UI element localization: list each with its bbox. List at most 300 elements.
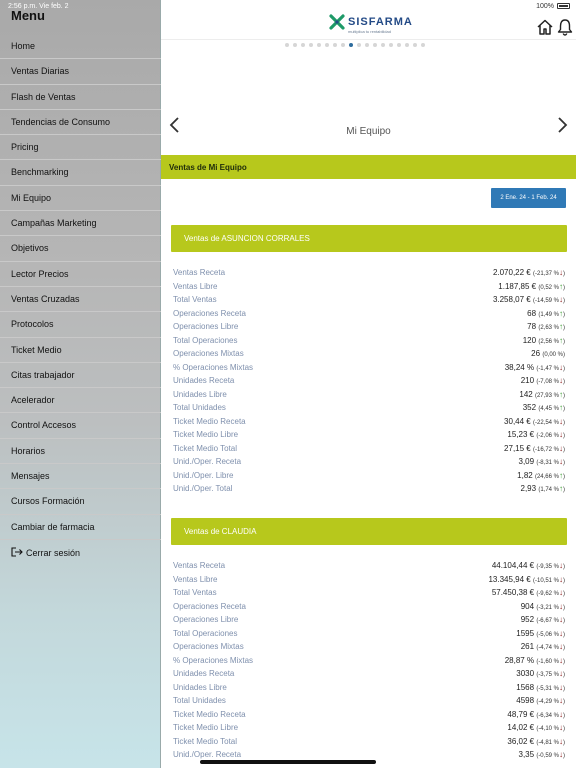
menu-item-campanas-marketing[interactable]: [0, 211, 161, 236]
metric-value-group: [521, 484, 566, 493]
trend-down-icon: ↓: [559, 709, 563, 719]
home-indicator[interactable]: [200, 760, 376, 764]
carousel-pagination: [285, 43, 455, 49]
metric-value-group: [521, 602, 565, 611]
metric-change-value: -9,35 %: [538, 564, 559, 570]
metric-row: [173, 601, 565, 615]
battery-icon: [557, 3, 570, 9]
metric-value: 4598: [516, 696, 535, 705]
metric-value-group: [517, 471, 565, 480]
metric-change: (-8,31 %: [536, 460, 559, 466]
trend-down-icon: ↓: [559, 430, 563, 439]
date-range-button[interactable]: 2 Ene. 24 - 1 Feb. 24: [491, 188, 566, 208]
metric-value-group: [523, 336, 565, 345]
logout-icon: [11, 547, 23, 557]
metric-value: 3,35: [518, 750, 535, 759]
menu-item-cambiar-de-farmacia[interactable]: [0, 515, 161, 540]
carousel-dot[interactable]: [325, 43, 329, 47]
metric-change-value: -6,34 %: [538, 712, 559, 719]
metric-change-value: -4,81 %: [538, 739, 559, 746]
trend-down-icon: ↓: [559, 457, 563, 466]
metric-value-group: [507, 430, 565, 439]
metric-row: [173, 587, 565, 601]
metric-value-group: [521, 376, 565, 385]
metric-change: (2,56 %: [538, 338, 559, 345]
metric-value-group: [505, 656, 565, 665]
metric-value-group: [519, 750, 566, 759]
metric-value-group: [504, 417, 565, 426]
metric-label: Ventas Receta: [173, 561, 226, 570]
trend-down-icon: ↓: [559, 574, 563, 584]
metric-change: (-7,08 %: [536, 379, 559, 385]
menu-item-protocolos[interactable]: [0, 312, 161, 337]
sidebar-menu: [0, 0, 161, 768]
metric-change-value: -1,47 %: [538, 365, 559, 372]
metric-change-close: ): [563, 419, 565, 426]
metric-value: 210: [520, 376, 535, 385]
metrics-list: [173, 560, 565, 763]
metric-change-close: ): [563, 577, 565, 584]
menu-item-label: Citas trabajador: [11, 369, 75, 380]
metric-change-close: ): [563, 699, 565, 705]
metric-label: % Operaciones Mixtas: [173, 655, 254, 665]
status-time: 2:56 p.m. Vie feb. 2: [8, 3, 69, 10]
metric-row: [173, 709, 565, 723]
chevron-right-icon[interactable]: [555, 116, 569, 134]
metric-value: 48,79 €: [507, 709, 535, 719]
metric-change-value: -5,06 %: [538, 631, 559, 638]
metric-row: [173, 321, 565, 335]
carousel-dot[interactable]: [389, 43, 393, 47]
menu-item-mensajes[interactable]: [0, 464, 161, 489]
menu-item-pricing[interactable]: [0, 135, 161, 160]
metric-change-close: ): [563, 487, 565, 493]
card-title: Ventas de CLAUDIA: [171, 518, 567, 545]
trend-down-icon: ↓: [559, 416, 563, 426]
metric-label: Unidades Libre: [173, 682, 227, 692]
metric-change: (0,52 %: [538, 284, 559, 291]
metric-change-close: ): [563, 433, 565, 439]
metric-change: (-9,35 %: [536, 564, 559, 570]
metric-change-value: -7,08 %: [538, 379, 559, 385]
metric-label: Unid./Oper. Total: [173, 484, 233, 493]
metric-change: (-22,54 %: [532, 419, 559, 426]
menu-item-label: Ticket Medio: [11, 344, 62, 355]
menu-item-label: Protocolos: [11, 319, 54, 330]
metric-label: Ticket Medio Libre: [173, 430, 239, 439]
metric-change-close: ): [563, 712, 565, 719]
menu-item-label: Horarios: [11, 445, 46, 456]
menu-item-label: Objetivos: [11, 243, 49, 254]
menu-item-label: Flash de Ventas: [11, 91, 76, 102]
metric-value: 14,02 €: [507, 723, 535, 732]
metric-row: [173, 267, 565, 281]
metrics-list: [173, 267, 565, 497]
metric-value: 44.104,44 €: [491, 561, 535, 570]
metric-row: [173, 614, 565, 628]
metric-label: Unidades Receta: [173, 376, 235, 385]
menu-item-horarios[interactable]: [0, 439, 161, 464]
metric-change-value: 24,66 %: [536, 473, 559, 480]
menu-item-label: Cambiar de farmacia: [11, 521, 95, 532]
metric-change: (1,74 %: [538, 487, 559, 493]
carousel-dot[interactable]: [397, 43, 401, 47]
menu-item-label: Home: [11, 41, 36, 51]
menu-item-flash-de-ventas[interactable]: [0, 85, 161, 110]
menu-item-label: Control Accesos: [11, 420, 77, 431]
metric-row: [173, 308, 565, 322]
trend-down-icon: ↓: [559, 696, 563, 705]
menu-item-ventas-diarias[interactable]: [0, 59, 161, 84]
metric-label: Operaciones Libre: [173, 322, 239, 331]
metric-change-value: -0,59 %: [538, 753, 559, 759]
metric-label: Unidades Libre: [173, 389, 227, 399]
metric-change: (-10,51 %: [532, 577, 559, 584]
metric-label: Ticket Medio Libre: [173, 723, 239, 732]
metric-label: Unid./Oper. Libre: [173, 470, 234, 480]
metric-value: 57.450,38 €: [491, 588, 535, 597]
metric-value-group: [521, 642, 565, 651]
carousel-dot[interactable]: [365, 43, 369, 47]
menu-item-control-accesos[interactable]: [0, 413, 161, 438]
metric-label: Ticket Medio Total: [173, 443, 238, 453]
metric-label: Ventas Receta: [173, 268, 226, 277]
bell-icon[interactable]: [556, 18, 574, 36]
metric-value: 120: [522, 335, 537, 345]
menu-item-ticket-medio[interactable]: [0, 338, 161, 363]
trend-down-icon: ↓: [559, 561, 563, 570]
menu-item-cursos-formacion[interactable]: [0, 489, 161, 514]
menu-item-label: Cursos Formación: [11, 496, 85, 507]
metric-row: [173, 736, 565, 750]
metric-change-close: ): [563, 325, 565, 331]
metric-label: Total Ventas: [173, 588, 217, 597]
metric-change-value: -6,67 %: [538, 618, 559, 624]
metric-change-value: -4,10 %: [538, 726, 559, 732]
trend-down-icon: ↓: [559, 628, 563, 638]
metric-change-value: -5,31 %: [538, 685, 559, 692]
metric-change-value: -8,31 %: [538, 460, 559, 466]
menu-item-tendencias-de-consumo[interactable]: [0, 110, 161, 135]
metric-change: (-5,06 %: [536, 631, 559, 638]
menu-item-label: Tendencias de Consumo: [11, 116, 111, 127]
metric-change-value: -4,29 %: [538, 699, 559, 705]
menu-item-lector-precios[interactable]: [0, 262, 161, 287]
carousel-dot[interactable]: [413, 43, 417, 47]
trend-down-icon: ↓: [559, 736, 563, 746]
metric-change: (1,49 %: [538, 311, 559, 318]
metric-value: 3.258,07 €: [492, 295, 531, 304]
metric-change-close: ): [563, 726, 565, 732]
metric-change-value: -22,54 %: [534, 419, 559, 426]
metric-change-value: -2,06 %: [538, 433, 559, 439]
metric-change: (27,93 %: [534, 392, 559, 399]
menu-item-label: Mensajes: [11, 471, 50, 482]
metric-label: Ventas Libre: [173, 281, 218, 291]
metric-value: 261: [520, 642, 535, 651]
metric-value-group: [527, 322, 565, 331]
carousel-dot[interactable]: [309, 43, 313, 47]
carousel-dot[interactable]: [293, 43, 297, 47]
menu-item-ventas-cruzadas[interactable]: [0, 287, 161, 312]
metric-change-close: ): [563, 604, 565, 611]
carousel-dot[interactable]: [285, 43, 289, 47]
metric-change-value: -16,72 %: [534, 446, 559, 453]
metric-value: 78: [527, 322, 537, 331]
metric-label: Total Operaciones: [173, 628, 238, 638]
metric-change-value: -9,62 %: [538, 591, 559, 597]
metric-change-close: ): [563, 645, 565, 651]
metric-value: 3030: [516, 669, 535, 678]
metric-value: 36,02 €: [507, 736, 535, 746]
metric-value: 1595: [516, 628, 535, 638]
metric-value: 30,44 €: [504, 416, 531, 426]
metric-row: [173, 281, 565, 295]
metric-label: Total Operaciones: [173, 335, 238, 345]
menu-item-mi-equipo[interactable]: [0, 186, 161, 211]
menu-item-acelerador[interactable]: [0, 388, 161, 413]
metric-change-close: ): [563, 338, 565, 345]
metric-value-group: [516, 629, 565, 638]
metric-change-value: -21,37 %: [534, 271, 559, 277]
metric-change-close: ): [563, 392, 565, 399]
metric-change-close: ): [563, 284, 565, 291]
metric-value: 13.345,94 €: [488, 574, 531, 584]
metric-row: [173, 641, 565, 655]
menu-item-label: Lector Precios: [11, 268, 69, 279]
metric-row: [173, 375, 565, 389]
carousel-dot[interactable]: [421, 43, 425, 47]
metric-change-close: ): [563, 591, 565, 597]
trend-up-icon: ↑: [559, 389, 563, 399]
metric-row: [173, 443, 565, 457]
trend-down-icon: ↓: [559, 601, 563, 611]
metric-change: (-14,59 %: [532, 298, 559, 304]
metric-row: [173, 429, 565, 443]
metric-row: [173, 695, 565, 709]
metric-row: [173, 668, 565, 682]
metric-value: 1,82: [517, 470, 533, 480]
metric-change-close: ): [563, 658, 565, 665]
menu-item-home[interactable]: [0, 34, 161, 59]
metric-value-group: [519, 390, 565, 399]
metric-change: (-9,62 %: [536, 591, 559, 597]
metric-change: (-6,34 %: [536, 712, 559, 719]
metric-label: Unid./Oper. Receta: [173, 750, 242, 759]
metric-change-value: 4,45 %: [540, 406, 559, 412]
logout-button[interactable]: [0, 540, 161, 565]
metric-value-group: [507, 710, 565, 719]
metric-value-group: [504, 444, 565, 453]
carousel-dot[interactable]: [349, 43, 353, 47]
carousel-dot[interactable]: [405, 43, 409, 47]
metric-change: (-4,29 %: [536, 699, 559, 705]
trend-down-icon: ↓: [559, 655, 563, 665]
metric-change-value: 1,49 %: [540, 311, 559, 318]
metric-label: Operaciones Receta: [173, 308, 246, 318]
logout-label: Cerrar sesión: [26, 547, 81, 558]
metric-value: 904: [520, 601, 535, 611]
metric-row: [173, 416, 565, 430]
metric-change: (-4,74 %: [536, 645, 559, 651]
metric-change: (2,63 %: [538, 325, 559, 331]
battery-level: 100%: [536, 3, 554, 10]
metric-change-close: ): [563, 618, 565, 624]
metric-change-close: ): [563, 271, 565, 277]
metric-value-group: [493, 268, 565, 277]
status-bar: [0, 0, 576, 12]
metric-row: [173, 335, 565, 349]
metric-value-group: [488, 575, 565, 584]
carousel-dot[interactable]: [333, 43, 337, 47]
metric-value-group: [492, 588, 565, 597]
metric-change: (-4,10 %: [536, 726, 559, 732]
metric-change: (-2,06 %: [536, 433, 559, 439]
metric-change: (24,66 %: [534, 473, 559, 480]
trend-down-icon: ↓: [559, 376, 563, 385]
trend-down-icon: ↓: [559, 362, 563, 372]
metric-row: [173, 483, 565, 497]
brand-name: SISFARMA: [348, 16, 413, 28]
menu-item-objetivos[interactable]: [0, 236, 161, 261]
trend-up-icon: ↑: [559, 484, 563, 493]
metric-label: Unid./Oper. Receta: [173, 457, 242, 466]
menu-item-label: Pricing: [11, 142, 39, 153]
trend-down-icon: ↓: [559, 443, 563, 453]
metric-change-value: 0,00 %: [544, 352, 563, 358]
metric-row: [173, 682, 565, 696]
metric-label: Total Unidades: [173, 403, 226, 412]
metric-value: 15,23 €: [507, 430, 535, 439]
metric-change-close: ): [563, 406, 565, 412]
trend-down-icon: ↓: [559, 669, 563, 678]
metric-row: [173, 389, 565, 403]
menu-item-citas-trabajador[interactable]: [0, 363, 161, 388]
metric-change-close: ): [563, 311, 565, 318]
metric-change-value: -14,59 %: [534, 298, 559, 304]
metric-value-group: [505, 363, 565, 372]
trend-up-icon: ↑: [559, 322, 563, 331]
metric-value: 142: [519, 389, 533, 399]
metric-change-value: -3,75 %: [538, 672, 559, 678]
carousel-dot[interactable]: [373, 43, 377, 47]
metric-change: (-1,60 %: [536, 658, 559, 665]
metric-change-close: ): [563, 365, 565, 372]
metric-value: 27,15 €: [504, 443, 531, 453]
metric-row: [173, 362, 565, 376]
section-title: Ventas de Mi Equipo: [161, 155, 576, 179]
metric-value-group: [492, 561, 565, 570]
metric-value-group: [519, 457, 566, 466]
trend-up-icon: ↑: [559, 335, 563, 345]
metric-change-close: ): [563, 631, 565, 638]
metric-label: Ticket Medio Receta: [173, 709, 246, 719]
metric-change: (4,45 %: [538, 406, 559, 412]
trend-down-icon: ↓: [559, 268, 563, 277]
metric-value-group: [493, 295, 565, 304]
trend-down-icon: ↓: [559, 642, 563, 651]
metric-label: Total Unidades: [173, 696, 226, 705]
metric-change-close: ): [563, 473, 565, 480]
metric-change-close: ): [563, 446, 565, 453]
metric-value-group: [523, 403, 565, 412]
metric-change-value: -1,60 %: [538, 658, 559, 665]
metric-value-group: [531, 349, 565, 358]
metric-value: 2,93: [520, 484, 537, 493]
metric-label: Operaciones Mixtas: [173, 642, 244, 651]
carousel-dot[interactable]: [381, 43, 385, 47]
menu-item-benchmarking[interactable]: [0, 160, 161, 185]
metric-label: Unidades Receta: [173, 669, 235, 678]
carousel-dot[interactable]: [301, 43, 305, 47]
trend-up-icon: ↑: [559, 403, 563, 412]
metric-change: (-1,47 %: [536, 365, 559, 372]
metric-change-value: -3,21 %: [538, 604, 559, 611]
main-content: [161, 0, 576, 768]
metric-change-close: ): [563, 379, 565, 385]
carousel-dot[interactable]: [341, 43, 345, 47]
trend-up-icon: ↑: [559, 281, 563, 291]
metric-label: Operaciones Receta: [173, 601, 246, 611]
home-icon[interactable]: [536, 18, 554, 36]
metric-row: [173, 722, 565, 736]
metric-row: [173, 574, 565, 588]
card-title: Ventas de ASUNCION CORRALES: [171, 225, 567, 252]
metric-change-close: ): [563, 460, 565, 466]
metric-change-close: ): [563, 739, 565, 746]
metric-change-close: ): [563, 672, 565, 678]
menu-item-label: Ventas Cruzadas: [11, 293, 80, 304]
metric-value-group: [516, 696, 565, 705]
metric-value: 352: [522, 403, 537, 412]
metric-value-group: [521, 615, 565, 624]
metric-row: [173, 294, 565, 308]
trend-down-icon: ↓: [559, 588, 563, 597]
metric-row: [173, 402, 565, 416]
carousel-dot[interactable]: [357, 43, 361, 47]
metric-label: Operaciones Libre: [173, 615, 239, 624]
metric-row: [173, 560, 565, 574]
metric-label: Ventas Libre: [173, 574, 218, 584]
brand-tagline: multiplica tu rentabilidad: [348, 29, 391, 34]
metric-change-value: 0,52 %: [540, 284, 559, 291]
carousel-dot[interactable]: [317, 43, 321, 47]
metric-change-close: ): [563, 685, 565, 692]
metric-change: (0,00 %: [542, 352, 563, 358]
menu-item-label: Acelerador: [11, 395, 55, 406]
menu-title: Menu: [11, 8, 45, 23]
metric-change-value: 2,56 %: [540, 338, 559, 345]
metric-label: Ticket Medio Total: [173, 736, 238, 746]
metric-change-value: 2,63 %: [540, 325, 559, 331]
metric-value-group: [507, 737, 565, 746]
metric-change: (-5,31 %: [536, 685, 559, 692]
metric-value: 2.070,22 €: [492, 268, 531, 277]
metric-label: Ticket Medio Receta: [173, 416, 246, 426]
brand-cross-icon: [329, 14, 345, 30]
metric-label: Operaciones Mixtas: [173, 349, 244, 358]
metric-change: (-6,67 %: [536, 618, 559, 624]
metric-change-close: ): [563, 298, 565, 304]
metric-value: 1.187,85 €: [498, 281, 537, 291]
metric-value-group: [516, 669, 565, 678]
metric-value: 3,09: [518, 457, 535, 466]
metric-value: 28,87 %: [504, 655, 535, 665]
metric-value: 26: [531, 349, 541, 358]
trend-up-icon: ↑: [559, 308, 563, 318]
metric-value-group: [507, 723, 565, 732]
metric-row: [173, 348, 565, 362]
